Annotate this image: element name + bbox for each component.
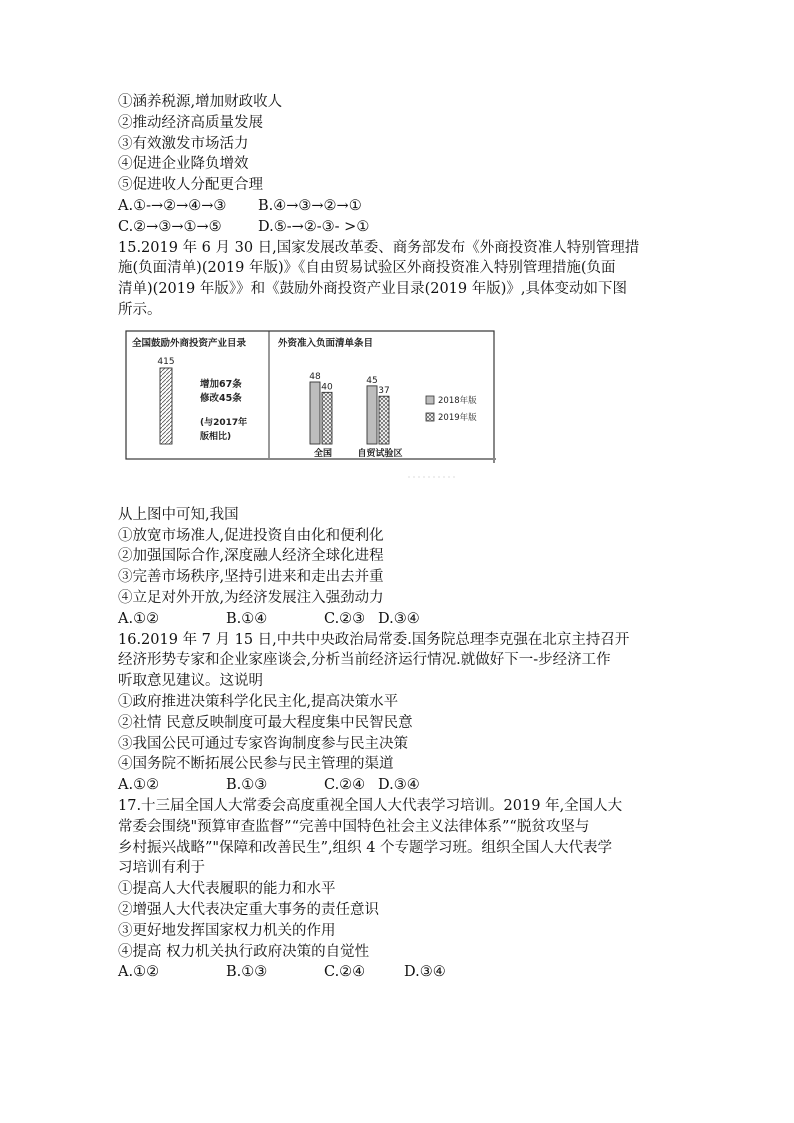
q17-stem-line: 乡村振兴战略”"保障和改善民生”,组织 4 个专题学习班。组织全国人大代表学 <box>118 839 613 856</box>
left-note-line-2: 修改45条 <box>200 392 242 404</box>
q14-option-a: A.①-→②→④→③ <box>118 197 227 214</box>
q15-item-2: ②加强国际合作,深度融人经济全球化进程 <box>118 548 384 565</box>
q15-stem-line: 清单)(2019 年版》》和《鼓励外商投资产业目录(2019 年版)》,具体变动如下图 <box>118 281 628 298</box>
exam-page <box>118 92 678 983</box>
q15-stem-line: 所示。 <box>118 301 162 318</box>
q15-options <box>118 609 678 630</box>
q15-chart-figure <box>118 327 516 485</box>
q16-item-2: ②社情 民意反映制度可最大程度集中民智民意 <box>118 714 413 731</box>
bar-nationwide-series-1 <box>322 392 332 444</box>
q14-item-1: ①涵养税源,增加财政收人 <box>118 94 283 110</box>
q15-option-a: A.①② <box>118 610 160 627</box>
q17-option-c: C.②④ <box>324 964 366 981</box>
q15-item-3: ③完善市场秩序,坚持引进来和走出去并重 <box>118 569 384 586</box>
q15-chart <box>118 327 516 485</box>
q17-item-1: ①提高人大代表履职的能力和水平 <box>118 881 336 898</box>
q14-items <box>118 92 678 196</box>
bar-label-encouraged-catalog: 415 <box>157 356 175 367</box>
q15-option-b: B.①④ <box>226 610 268 627</box>
q14-item-2: ②推动经济高质量发展 <box>118 114 263 131</box>
q16-stem-line: 经济形势专家和企业家座谈会,分析当前经济运行情况.就做好下一-步经济工作 <box>118 652 611 669</box>
q14-option-c: C.②→③→①→⑤ <box>118 218 222 235</box>
category-label-ftz: 自贸试验区 <box>357 448 403 459</box>
q15-items <box>118 526 678 609</box>
q15-option-c: C.②③ <box>324 610 366 627</box>
q15-item-1: ①放宽市场准人,促进投资自由化和便利化 <box>118 527 384 544</box>
bar-label-ftz-series-0: 45 <box>366 375 378 386</box>
category-label-nationwide: 全国 <box>313 448 333 459</box>
q16-option-c: C.②④ <box>324 777 366 794</box>
q17-stem-line: 17.十三届全国人大常委会高度重视全国人大代表学习培训。2019 年,全国人大 <box>118 797 623 814</box>
q16-items <box>118 692 678 775</box>
q14-options-row-2 <box>118 217 678 238</box>
q16-stem-line: 16.2019 年 7 月 15 日,中共中央政治局常委.国务院总理李克强在北京主持召开 <box>118 631 630 648</box>
q15-option-d: D.③④ <box>378 610 420 627</box>
bar-ftz-series-1 <box>379 396 389 444</box>
left-note-line-3: (与2017年 <box>200 417 248 428</box>
legend-label-2019: 2019年版 <box>438 412 477 423</box>
q15-item-4: ④立足对外开放,为经济发展注入强劲动力 <box>118 589 384 606</box>
bar-nationwide-series-0 <box>310 382 320 444</box>
left-panel-title: 全国鼓励外商投资产业目录 <box>132 337 247 349</box>
q17-stem-line: 常委会围绕"预算审查监督”“完善中国特色社会主义法律体系”“脱贫攻坚与 <box>118 818 590 835</box>
legend-swatch-2019 <box>426 413 434 421</box>
q17-item-3: ③更好地发挥国家权力机关的作用 <box>118 922 336 939</box>
q15-stem <box>118 238 678 321</box>
q17-stem-line: 习培训有利于 <box>118 860 205 877</box>
q14-item-5: ⑤促进收人分配更合理 <box>118 177 263 194</box>
q16-option-b: B.①③ <box>226 777 268 794</box>
legend-label-2018: 2018年版 <box>438 395 477 406</box>
left-note-line-4: 版相比) <box>200 431 232 442</box>
left-note-line-1: 增加67条 <box>200 378 242 390</box>
q14-options-row-1 <box>118 196 678 217</box>
q17-options <box>118 962 678 983</box>
bar-encouraged-catalog <box>160 368 172 444</box>
q16-item-4: ④国务院不断拓展公民参与民主管理的渠道 <box>118 756 394 773</box>
q17-option-b: B.①③ <box>226 964 268 981</box>
bar-label-ftz-series-1: 37 <box>378 385 390 396</box>
right-panel-title: 外资准入负面清单条目 <box>278 337 374 349</box>
q15-lead: 从上图中可知,我国 <box>118 506 239 523</box>
q15-stem-line: 施(负面清单)(2019 年版)》《自由贸易试验区外商投资准入特别管理措施(负面 <box>118 260 616 277</box>
q16-options <box>118 775 678 796</box>
q16-item-1: ①政府推进决策科学化民主化,提高决策水平 <box>118 693 399 710</box>
q16-stem-line: 听取意见建议。这说明 <box>118 673 263 690</box>
q14-option-d: D.⑤-→②-③- >① <box>258 218 370 235</box>
q17-option-a: A.①② <box>118 964 160 981</box>
q16-option-d: D.③④ <box>378 777 420 794</box>
q17-items <box>118 879 678 962</box>
bar-ftz-series-0 <box>367 386 377 444</box>
q17-stem <box>118 796 678 879</box>
q14-item-3: ③有效激发市场活力 <box>118 135 249 152</box>
bar-label-nationwide-series-0: 48 <box>309 371 321 382</box>
q16-item-3: ③我国公民可通过专家咨询制度参与民主决策 <box>118 735 408 752</box>
q16-stem <box>118 630 678 692</box>
q14-item-4: ④促进企业降负增效 <box>118 156 249 173</box>
q15-stem-line: 15.2019 年 6 月 30 日,国家发展改革委、商务部发布《外商投资准人特别管理措 <box>118 239 640 256</box>
q14-option-b: B.④→③→②→① <box>258 197 362 214</box>
q17-option-d: D.③④ <box>404 964 446 981</box>
q17-item-2: ②增强人大代表决定重大事务的责任意识 <box>118 901 379 918</box>
legend-swatch-2018 <box>426 396 434 404</box>
q16-option-a: A.①② <box>118 777 160 794</box>
q17-item-4: ④提高 权力机关执行政府决策的自觉性 <box>118 943 370 960</box>
bar-label-nationwide-series-1: 40 <box>321 382 333 393</box>
